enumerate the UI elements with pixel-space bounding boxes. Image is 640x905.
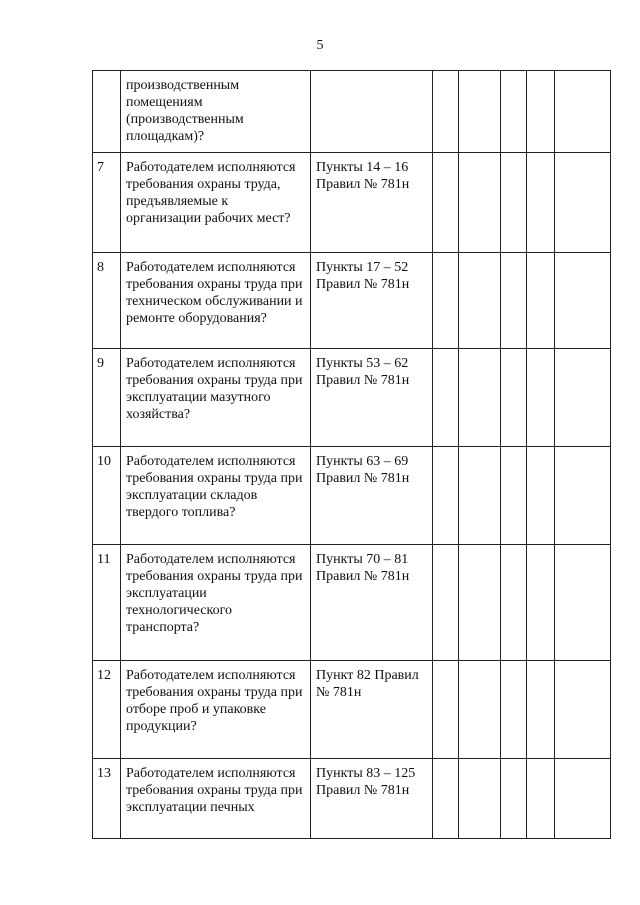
row-number xyxy=(93,71,121,153)
notes-cell[interactable] xyxy=(555,153,611,253)
notes-cell[interactable] xyxy=(555,71,611,153)
question-cell: Работодателем исполняются требования охраны труда при эксплуатации печных xyxy=(121,759,311,839)
page-number: 5 xyxy=(316,38,324,53)
row-number: 11 xyxy=(93,545,121,661)
question-cell: Работодателем исполняются требования охраны труда при техническом обслуживании и ремонте оборудования? xyxy=(121,253,311,349)
answer-yes-cell[interactable] xyxy=(433,349,459,447)
checklist-table xyxy=(92,70,611,839)
table-row xyxy=(93,661,611,759)
answer-na-cell[interactable] xyxy=(501,349,527,447)
answer-no-cell[interactable] xyxy=(459,71,501,153)
answer-yes-cell[interactable] xyxy=(433,661,459,759)
row-number: 13 xyxy=(93,759,121,839)
notes-cell[interactable] xyxy=(555,661,611,759)
notes-cell[interactable] xyxy=(555,545,611,661)
answer-na-cell[interactable] xyxy=(501,759,527,839)
reference-cell: Пункты 70 – 81 Правил № 781н xyxy=(311,545,433,661)
row-number: 9 xyxy=(93,349,121,447)
question-cell: Работодателем исполняются требования охраны труда при эксплуатации технологического транспорта? xyxy=(121,545,311,661)
row-number: 8 xyxy=(93,253,121,349)
answer-yes-cell[interactable] xyxy=(433,447,459,545)
answer-extra-cell[interactable] xyxy=(527,71,555,153)
question-cell: Работодателем исполняются требования охраны труда при отборе проб и упаковке продукции? xyxy=(121,661,311,759)
reference-cell: Пункты 83 – 125 Правил № 781н xyxy=(311,759,433,839)
row-number: 7 xyxy=(93,153,121,253)
table-row xyxy=(93,253,611,349)
answer-no-cell[interactable] xyxy=(459,661,501,759)
answer-na-cell[interactable] xyxy=(501,545,527,661)
answer-yes-cell[interactable] xyxy=(433,153,459,253)
reference-cell: Пункты 53 – 62 Правил № 781н xyxy=(311,349,433,447)
row-number: 12 xyxy=(93,661,121,759)
answer-extra-cell[interactable] xyxy=(527,253,555,349)
answer-extra-cell[interactable] xyxy=(527,661,555,759)
table-row xyxy=(93,447,611,545)
question-cell: Работодателем исполняются требования охраны труда, предъявляемые к организации рабочих мест? xyxy=(121,153,311,253)
answer-no-cell[interactable] xyxy=(459,349,501,447)
answer-na-cell[interactable] xyxy=(501,661,527,759)
answer-no-cell[interactable] xyxy=(459,153,501,253)
answer-extra-cell[interactable] xyxy=(527,759,555,839)
reference-cell: Пункт 82 Правил № 781н xyxy=(311,661,433,759)
answer-yes-cell[interactable] xyxy=(433,253,459,349)
row-number: 10 xyxy=(93,447,121,545)
answer-extra-cell[interactable] xyxy=(527,153,555,253)
reference-cell: Пункты 17 – 52 Правил № 781н xyxy=(311,253,433,349)
answer-no-cell[interactable] xyxy=(459,545,501,661)
reference-cell: Пункты 14 – 16 Правил № 781н xyxy=(311,153,433,253)
answer-no-cell[interactable] xyxy=(459,759,501,839)
reference-cell xyxy=(311,71,433,153)
table-row xyxy=(93,759,611,839)
answer-no-cell[interactable] xyxy=(459,447,501,545)
answer-na-cell[interactable] xyxy=(501,153,527,253)
answer-na-cell[interactable] xyxy=(501,71,527,153)
question-cell: Работодателем исполняются требования охраны труда при эксплуатации мазутного хозяйства? xyxy=(121,349,311,447)
answer-yes-cell[interactable] xyxy=(433,545,459,661)
table-row xyxy=(93,545,611,661)
table-row xyxy=(93,71,611,153)
answer-extra-cell[interactable] xyxy=(527,545,555,661)
question-cell: производственным помещениям (производственным площадкам)? xyxy=(121,71,311,153)
answer-na-cell[interactable] xyxy=(501,253,527,349)
notes-cell[interactable] xyxy=(555,447,611,545)
answer-yes-cell[interactable] xyxy=(433,759,459,839)
question-cell: Работодателем исполняются требования охраны труда при эксплуатации складов твердого топлива? xyxy=(121,447,311,545)
table-row xyxy=(93,349,611,447)
answer-yes-cell[interactable] xyxy=(433,71,459,153)
table-row xyxy=(93,153,611,253)
reference-cell: Пункты 63 – 69 Правил № 781н xyxy=(311,447,433,545)
answer-extra-cell[interactable] xyxy=(527,447,555,545)
notes-cell[interactable] xyxy=(555,253,611,349)
notes-cell[interactable] xyxy=(555,759,611,839)
notes-cell[interactable] xyxy=(555,349,611,447)
answer-no-cell[interactable] xyxy=(459,253,501,349)
answer-extra-cell[interactable] xyxy=(527,349,555,447)
answer-na-cell[interactable] xyxy=(501,447,527,545)
